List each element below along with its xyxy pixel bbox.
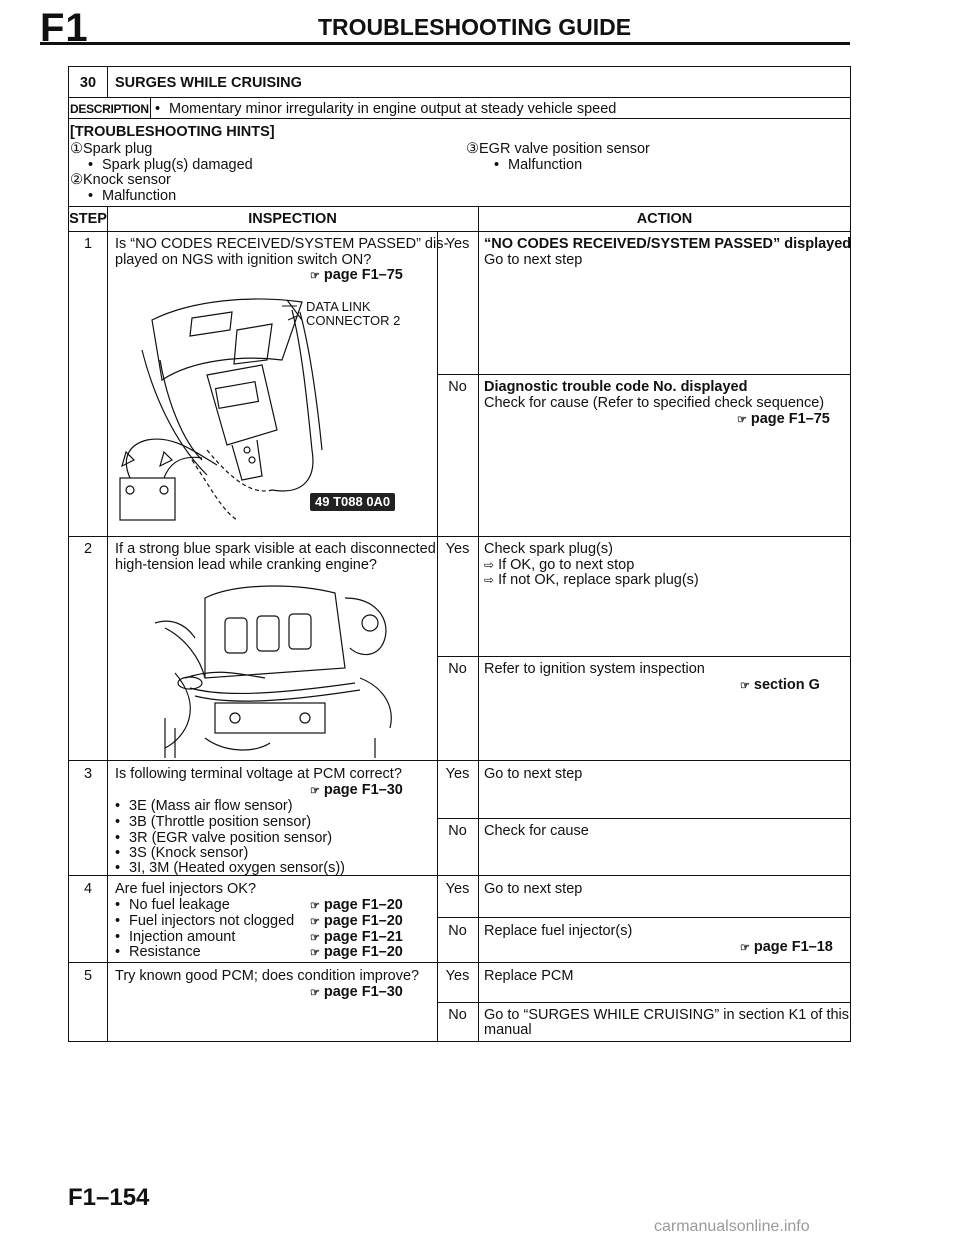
inspection-line: Is “NO CODES RECEIVED/SYSTEM PASSED” dis- (115, 236, 449, 252)
hint-detail-text: Spark plug(s) damaged (102, 157, 253, 173)
tool-number-tag: 49 T088 0A0 (310, 493, 395, 511)
bullet-text: 3R (EGR valve position sensor) (129, 830, 333, 846)
hint-detail (88, 157, 253, 173)
hint-item (70, 172, 171, 188)
action-line: Check for cause (Refer to specified check sequence) (484, 395, 825, 411)
yes-no-divider (437, 917, 851, 918)
page-reference (310, 984, 403, 1001)
bullet-item (115, 913, 294, 929)
arrow-icon: ⇨ (484, 573, 495, 587)
row-divider (68, 118, 851, 119)
hint-number: ① (70, 141, 83, 157)
bullet: • (88, 157, 94, 173)
yes-no-divider (437, 374, 851, 375)
bullet-text: No fuel leakage (129, 897, 230, 913)
reference-text: page F1–20 (323, 897, 403, 913)
bullet: • (115, 860, 121, 876)
reference-icon: ☞ (310, 987, 320, 999)
reference-icon: ☞ (737, 414, 747, 426)
no-label: No (448, 823, 467, 839)
bullet-text: Injection amount (129, 929, 236, 945)
inspection-line: Try known good PCM; does condition improve? (115, 968, 420, 984)
bullet-item (115, 814, 311, 830)
symptom-title: SURGES WHILE CRUISING (115, 75, 302, 91)
reference-icon: ☞ (310, 900, 320, 912)
description-label: DESCRIPTION (70, 102, 149, 116)
page-title: TROUBLESHOOTING GUIDE (318, 14, 632, 40)
action-text: If OK, go to next stop (498, 557, 635, 573)
action-title: “NO CODES RECEIVED/SYSTEM PASSED” displayed (484, 236, 852, 252)
yes-label: Yes (445, 541, 470, 557)
page-number: F1–154 (68, 1184, 150, 1211)
bullet-item (115, 860, 345, 876)
hint-number: ③ (466, 141, 479, 157)
page-reference (310, 913, 403, 930)
yes-no-divider (437, 818, 851, 819)
bullet-item (115, 944, 201, 960)
column-header-action: ACTION (636, 211, 693, 227)
hint-number: ② (70, 172, 83, 188)
no-label: No (448, 1007, 467, 1023)
action-line: Go to next step (484, 252, 583, 268)
bullet: • (115, 814, 121, 830)
bullet-item (115, 830, 332, 846)
reference-icon: ☞ (740, 942, 750, 954)
bullet-text: Resistance (129, 944, 201, 960)
bullet: • (115, 798, 121, 814)
bullet-text: 3E (Mass air flow sensor) (129, 798, 293, 814)
bullet: • (115, 913, 121, 929)
page-reference (740, 939, 833, 956)
bullet-text: Fuel injectors not clogged (129, 913, 295, 929)
page-reference (310, 944, 403, 961)
bullet-item (115, 798, 293, 814)
hint-detail (88, 188, 176, 204)
symptom-number: 30 (79, 75, 97, 91)
action-line: Refer to ignition system inspection (484, 661, 705, 677)
inspection-line: Is following terminal voltage at PCM correct? (115, 766, 402, 782)
hint-name: EGR valve position sensor (479, 141, 650, 157)
reference-text: page F1–18 (753, 939, 833, 955)
action-line: Check for cause (484, 823, 589, 839)
engine-spark-test-illustration (145, 578, 405, 758)
step-divider (68, 536, 851, 537)
bullet-text: 3S (Knock sensor) (129, 845, 249, 861)
bullet: • (88, 188, 94, 204)
page-reference (737, 411, 830, 428)
yes-no-divider (437, 656, 851, 657)
hint-detail (494, 157, 582, 173)
action-title: Diagnostic trouble code No. displayed (484, 379, 748, 395)
inspection-line: high-tension lead while cranking engine? (115, 557, 377, 573)
reference-icon: ☞ (310, 785, 320, 797)
col-divider (150, 97, 151, 118)
inspection-line: played on NGS with ignition switch ON? (115, 252, 372, 268)
page-reference (740, 677, 820, 694)
arrow-icon: ⇨ (484, 558, 495, 572)
step-number: 2 (83, 541, 93, 557)
no-label: No (448, 923, 467, 939)
reference-icon: ☞ (310, 916, 320, 928)
row-divider (68, 206, 851, 207)
reference-text: page F1–30 (323, 984, 403, 1000)
action-line: Replace PCM (484, 968, 574, 984)
bullet-text: 3B (Throttle position sensor) (129, 814, 312, 830)
reference-text: section G (753, 677, 820, 693)
no-label: No (448, 661, 467, 677)
reference-text: page F1–30 (323, 782, 403, 798)
step-number: 4 (83, 881, 93, 897)
step-number: 5 (83, 968, 93, 984)
bullet: • (494, 157, 500, 173)
action-line: manual (484, 1022, 532, 1038)
action-line: Go to next step (484, 881, 583, 897)
step-number: 3 (83, 766, 93, 782)
hint-name: Spark plug (83, 141, 153, 157)
step-divider (68, 962, 851, 963)
row-divider (68, 97, 851, 98)
yes-label: Yes (445, 968, 470, 984)
yes-label: Yes (445, 881, 470, 897)
bullet-item (115, 897, 230, 913)
step-number: 1 (83, 236, 93, 252)
page-reference (310, 267, 403, 284)
page-reference (310, 782, 403, 799)
yes-no-divider (437, 1002, 851, 1003)
bullet-item (115, 929, 235, 945)
reference-text: page F1–21 (323, 929, 403, 945)
reference-text: page F1–75 (750, 411, 830, 427)
col-divider (107, 206, 108, 1042)
bullet: • (155, 101, 161, 117)
yes-label: Yes (445, 236, 470, 252)
col-divider (437, 231, 438, 1042)
reference-icon: ☞ (310, 947, 320, 959)
reference-text: page F1–20 (323, 944, 403, 960)
header-rule (40, 42, 850, 45)
description-value: Momentary minor irregularity in engine output at steady vehicle speed (169, 101, 617, 117)
inspection-line: Are fuel injectors OK? (115, 881, 257, 897)
bullet-text: 3I, 3M (Heated oxygen sensor(s)) (129, 860, 345, 876)
figure-label-line1: DATA LINK (306, 299, 371, 314)
action-line: Go to “SURGES WHILE CRUISING” in section K1 of this (484, 1007, 850, 1023)
reference-icon: ☞ (310, 270, 320, 282)
hint-name: Knock sensor (83, 172, 171, 188)
bullet: • (115, 944, 121, 960)
hint-detail-text: Malfunction (508, 157, 583, 173)
action-line: Check spark plug(s) (484, 541, 613, 557)
reference-icon: ☞ (310, 932, 320, 944)
inspection-line: If a strong blue spark visible at each disconnected (115, 541, 436, 557)
hints-title: [TROUBLESHOOTING HINTS] (70, 124, 275, 140)
bullet: • (115, 929, 121, 945)
bullet: • (115, 845, 121, 861)
hint-item (466, 141, 650, 157)
figure-label-connector (306, 300, 400, 328)
reference-icon: ☞ (740, 680, 750, 692)
row-divider (68, 231, 851, 232)
step-divider (68, 760, 851, 761)
hint-detail-text: Malfunction (102, 188, 177, 204)
reference-text: page F1–75 (323, 267, 403, 283)
description-text (155, 101, 616, 117)
yes-label: Yes (445, 766, 470, 782)
figure-label-line2: CONNECTOR 2 (306, 313, 401, 328)
section-code: F1 (40, 6, 89, 50)
reference-text: page F1–20 (323, 913, 403, 929)
column-header-step: STEP (69, 211, 107, 227)
watermark: carmanualsonline.info (654, 1218, 810, 1235)
bullet: • (115, 897, 121, 913)
action-line (484, 572, 699, 588)
action-text: If not OK, replace spark plug(s) (498, 572, 699, 588)
column-header-inspection: INSPECTION (248, 211, 337, 227)
action-line: Go to next step (484, 766, 583, 782)
action-line (484, 557, 634, 573)
bullet: • (115, 830, 121, 846)
bullet-item (115, 845, 248, 861)
page-reference (310, 897, 403, 914)
no-label: No (448, 379, 467, 395)
action-line: Replace fuel injector(s) (484, 923, 633, 939)
hint-item (70, 141, 152, 157)
